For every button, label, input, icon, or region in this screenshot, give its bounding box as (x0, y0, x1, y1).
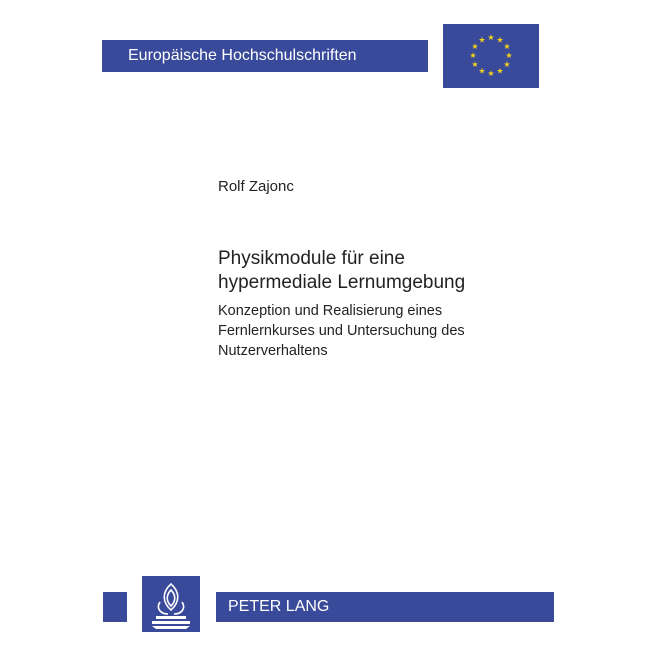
eu-flag-icon (443, 24, 539, 88)
svg-text:★: ★ (471, 60, 479, 69)
svg-text:★: ★ (478, 35, 486, 45)
series-title: Europäische Hochschulschriften (128, 47, 357, 64)
fountain-logo-icon (142, 576, 200, 632)
book-subtitle-line-3: Nutzerverhaltens (218, 343, 328, 359)
svg-text:★: ★ (487, 33, 495, 42)
book-title-line-2: hypermediale Lernumgebung (218, 272, 466, 293)
svg-text:★: ★ (503, 60, 511, 69)
book-title (218, 247, 465, 295)
publisher-name: PETER LANG (228, 598, 330, 615)
svg-text:★: ★ (503, 42, 511, 51)
book-title-line-1: Physikmodule für eine (218, 248, 405, 269)
svg-text:★: ★ (505, 51, 513, 60)
book-subtitle-line-2: Fernlernkurses und Untersuchung des (218, 323, 465, 339)
decorative-square (103, 592, 127, 622)
svg-text:★: ★ (469, 51, 477, 60)
svg-text:★: ★ (496, 35, 504, 45)
svg-text:★: ★ (478, 66, 486, 76)
publisher-banner (216, 592, 554, 622)
book-subtitle (218, 301, 465, 361)
svg-text:★: ★ (487, 69, 495, 78)
svg-text:★: ★ (471, 42, 479, 51)
series-banner (102, 40, 428, 72)
author-name: Rolf Zajonc (218, 178, 294, 195)
book-subtitle-line-1: Konzeption und Realisierung eines (218, 303, 443, 319)
svg-text:★: ★ (496, 66, 504, 76)
